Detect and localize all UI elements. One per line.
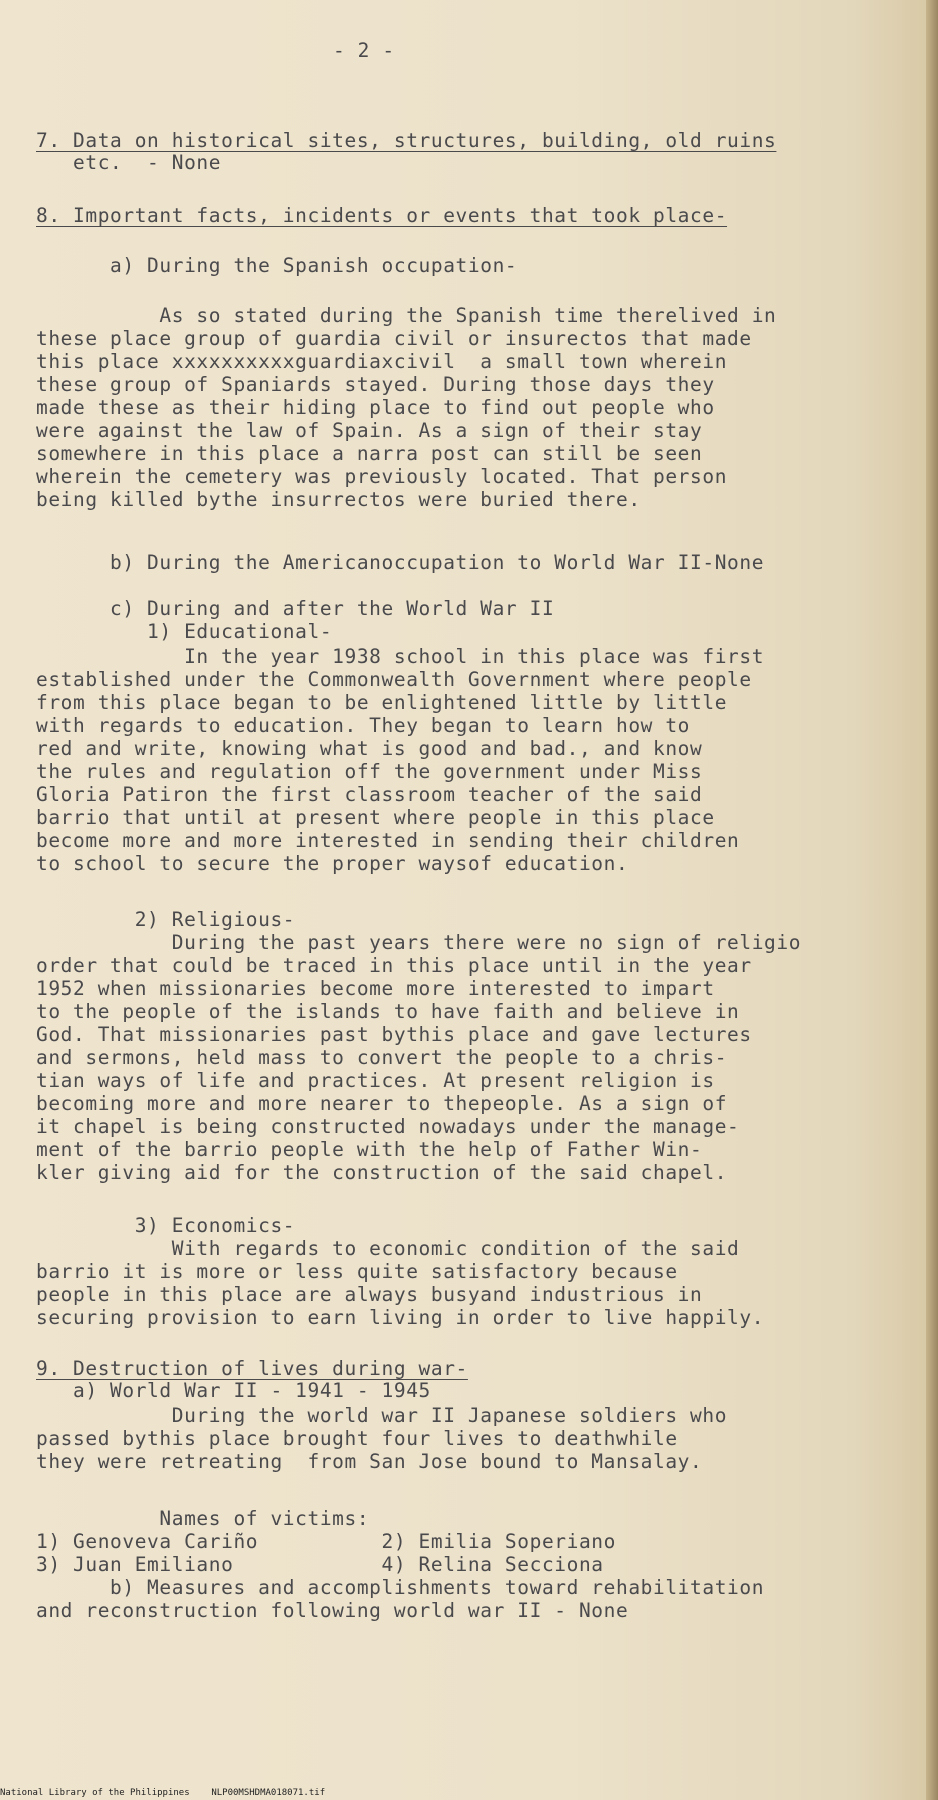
paper-edge — [926, 0, 938, 1800]
text-line: During the world war II Japanese soldiers who — [36, 1404, 728, 1427]
text-line: established under the Commonwealth Government where people — [36, 668, 752, 691]
text-line: ment of the barrio people with the help of Father Win- — [36, 1138, 703, 1161]
text-line: 9. Destruction of lives during war- — [36, 1357, 468, 1380]
text-line: and sermons, held mass to convert the people to a chris- — [36, 1046, 728, 1069]
text-line: they were retreating from San Jose bound to Mansalay. — [36, 1450, 703, 1473]
page-number: - 2 - — [333, 39, 395, 62]
text-line: to the people of the islands to have faith and believe in — [36, 1000, 740, 1023]
text-line: 8. Important facts, incidents or events that took place- — [36, 204, 728, 227]
text-line: b) Measures and accomplishments toward rehabilitation — [36, 1576, 765, 1599]
text-line: being killed bythe insurrectos were buried there. — [36, 488, 641, 511]
text-line: to school to secure the proper waysof education. — [36, 852, 629, 875]
text-line: a) During the Spanish occupation- — [36, 254, 518, 277]
text-line: c) During and after the World War II — [36, 597, 555, 620]
text-line: from this place began to be enlightened little by little — [36, 691, 728, 714]
text-line: somewhere in this place a narra post can still be seen — [36, 442, 703, 465]
text-line: b) During the Americanoccupation to World War II-None — [36, 551, 765, 574]
text-line: were against the law of Spain. As a sign of their stay — [36, 419, 703, 442]
text-line: 1) Genoveva Cariño 2) Emilia Soperiano — [36, 1530, 616, 1553]
text-line: become more and more interested in sending their children — [36, 829, 740, 852]
text-line: red and write, knowing what is good and bad., and know — [36, 737, 703, 760]
text-line: barrio it is more or less quite satisfactory because — [36, 1260, 678, 1283]
text-line: these group of Spaniards stayed. During those days they — [36, 373, 715, 396]
text-line: with regards to education. They began to learn how to — [36, 714, 691, 737]
text-line: 3) Juan Emiliano 4) Relina Secciona — [36, 1553, 604, 1576]
text-line: In the year 1938 school in this place was first — [36, 645, 765, 668]
text-line: 2) Religious- — [36, 908, 296, 931]
text-line: 7. Data on historical sites, structures, building, old ruins — [36, 129, 777, 152]
text-line: order that could be traced in this place until in the year — [36, 954, 752, 977]
text-line: it chapel is being constructed nowadays under the manage- — [36, 1115, 740, 1138]
text-line: a) World War II - 1941 - 1945 — [36, 1379, 431, 1402]
text-line: passed bythis place brought four lives to deathwhile — [36, 1427, 678, 1450]
text-line: barrio that until at present where people in this place — [36, 806, 715, 829]
text-line: made these as their hiding place to find out people who — [36, 396, 715, 419]
text-line: wherein the cemetery was previously located. That person — [36, 465, 728, 488]
text-line: these place group of guardia civil or insurectos that made — [36, 327, 752, 350]
text-line: securing provision to earn living in order to live happily. — [36, 1306, 765, 1329]
text-line: etc. - None — [36, 151, 222, 174]
text-line: During the past years there were no sign of religio — [36, 931, 802, 954]
text-line: With regards to economic condition of the said — [36, 1237, 740, 1260]
text-line: God. That missionaries past bythis place and gave lectures — [36, 1023, 752, 1046]
text-line: kler giving aid for the construction of the said chapel. — [36, 1161, 728, 1184]
text-line: 1) Educational- — [36, 620, 333, 643]
text-line: Names of victims: — [36, 1507, 370, 1530]
text-line: the rules and regulation off the government under Miss — [36, 760, 703, 783]
text-line: As so stated during the Spanish time therelived in — [36, 304, 777, 327]
text-line: 3) Economics- — [36, 1214, 296, 1237]
footer-caption: National Library of the Philippines NLP00MSHDMA018071.tif — [0, 1788, 326, 1798]
text-line: 1952 when missionaries become more interested to impart — [36, 977, 715, 1000]
text-line: tian ways of life and practices. At present religion is — [36, 1069, 715, 1092]
text-line: and reconstruction following world war II - None — [36, 1599, 629, 1622]
text-line: people in this place are always busyand industrious in — [36, 1283, 703, 1306]
text-line: Gloria Patiron the first classroom teacher of the said — [36, 783, 703, 806]
text-line: this place xxxxxxxxxxguardiaxcivil a small town wherein — [36, 350, 728, 373]
text-line: becoming more and more nearer to thepeople. As a sign of — [36, 1092, 728, 1115]
